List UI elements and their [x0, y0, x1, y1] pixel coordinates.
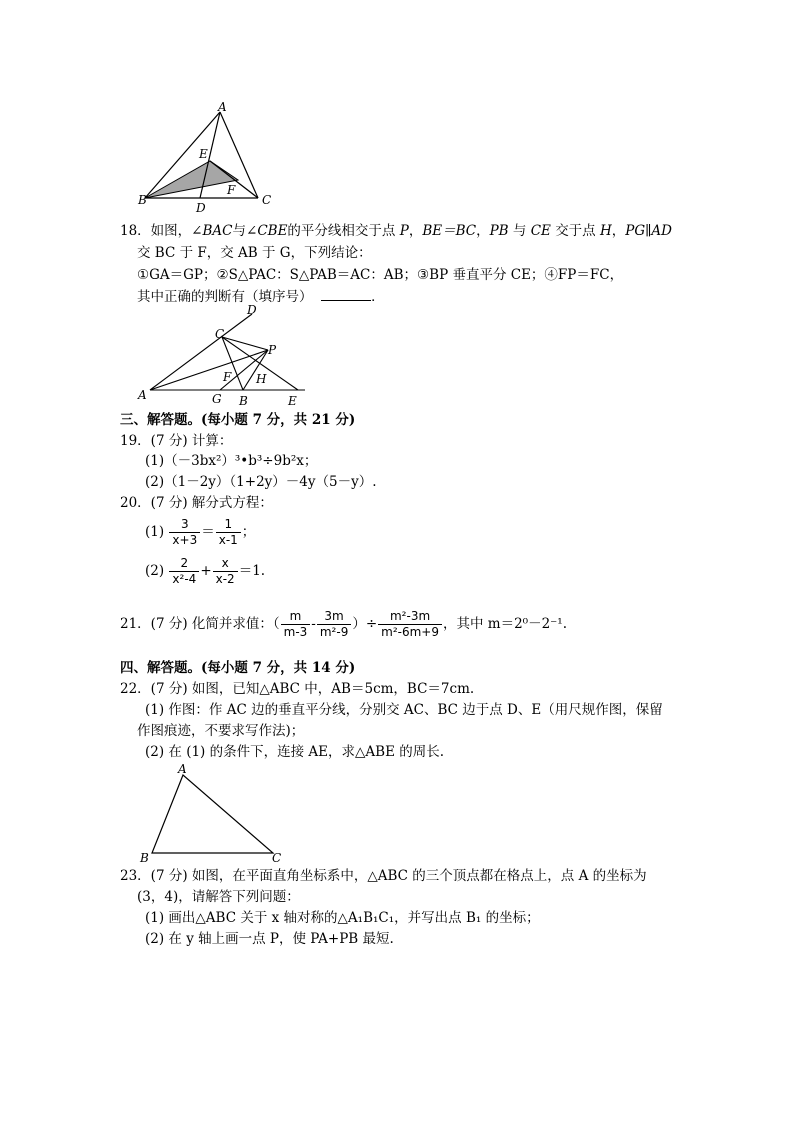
q19-part1: (1)（－3bx²）³•b³÷9b²x；: [145, 453, 318, 469]
q20-part2: (2) $\frac{2}{\text{x²-4}}$ + $\frac{x}{x-2}$ ＝1.: [145, 556, 266, 586]
q22-line4: (2) 在 (1) 的条件下，连接 AE，求△ABE 的周长.: [145, 744, 445, 760]
label-C: C: [215, 327, 225, 341]
q22-line3: 作图痕迹，不要求写作法)；: [137, 723, 305, 739]
segment-ap: [150, 350, 268, 390]
label-P: P: [268, 343, 277, 357]
fraction: $\frac{2}{\text{x²-4}}$: [169, 556, 199, 587]
q23-line1: 23．(7 分) 如图，在平面直角坐标系中，△ABC 的三个顶点都在格点上，点 A 的坐标为: [120, 868, 647, 884]
shaded-triangle: [145, 161, 238, 198]
label-B: B: [138, 193, 147, 207]
q18-line2: 交 BC 于 F，交 AB 于 G，下列结论：: [137, 245, 372, 261]
figure-q22: [140, 765, 290, 860]
q22-line1: 22．(7 分) 如图，已知△ABC 中，AB＝5cm，BC＝7cm.: [120, 681, 475, 697]
label-F: F: [227, 183, 236, 197]
label-H: H: [256, 372, 267, 386]
q23-line3: (1) 画出△ABC 关于 x 轴对称的△A₁B₁C₁，并写出点 B₁ 的坐标；: [145, 910, 540, 926]
label-C: C: [262, 193, 272, 207]
q19-heading: 19．(7 分) 计算：: [120, 433, 233, 449]
q18-line3: ①GA＝GP；②S△PAC：S△PAB＝AC：AB；③BP 垂直平分 CE；④FP＝FC，: [137, 267, 624, 283]
label-E: E: [199, 147, 208, 161]
label-D: D: [247, 303, 257, 317]
ray-ad: [150, 314, 252, 390]
triangle-abc: [152, 775, 273, 853]
label-A: A: [178, 762, 187, 776]
label-D: D: [196, 201, 206, 215]
label-A: A: [138, 388, 147, 402]
q20-part1: (1) $\frac{3}{x+3}$ ＝ $\frac{1}{x-1}$ ；: [145, 517, 256, 547]
section-3-heading: 三、解答题。(每小题 7 分，共 21 分): [120, 412, 356, 428]
fraction: $\frac{\text{m²-3m}}{\text{m²-6m+9}}$: [378, 609, 442, 640]
segment-cp: [222, 337, 268, 350]
q18-line4: 其中正确的判断有（填序号） ．: [137, 289, 385, 305]
q20-heading: 20．(7 分) 解分式方程：: [120, 495, 273, 511]
label-G: G: [212, 392, 222, 406]
label-A: A: [218, 100, 227, 114]
q23-line4: (2) 在 y 轴上画一点 P，使 PA+PB 最短.: [145, 931, 394, 947]
label-E: E: [288, 394, 297, 408]
fraction: $\frac{3}{x+3}$: [169, 517, 200, 548]
label-F: F: [223, 370, 232, 384]
q21-line: 21．(7 分) 化简并求值：（ $\frac{m}{m-3}$ - $\frac{3m}{\text{m²-9}}$ ）÷ $\frac{\text{m²-3m}}{\text{m²-6m+9}}$ ，其中 m＝2⁰－2⁻¹.: [120, 609, 567, 639]
q19-part2: (2)（1－2y）（1+2y）－4y（5－y）.: [145, 474, 377, 490]
q22-line2: (1) 作图：作 AC 边的垂直平分线，分别交 AC、BC 边于点 D、E（用尺规作图，保留: [145, 702, 663, 718]
answer-blank[interactable]: [321, 288, 371, 301]
fraction: $\frac{m}{m-3}$: [281, 609, 311, 640]
section-4-heading: 四、解答题。(每小题 7 分，共 14 分): [120, 660, 356, 676]
label-B: B: [239, 394, 248, 408]
q23-line2: (3，4)，请解答下列问题：: [137, 889, 300, 905]
side-ac: [220, 112, 258, 198]
fraction: $\frac{x}{x-2}$: [213, 556, 238, 587]
fraction: $\frac{1}{x-1}$: [216, 517, 241, 548]
label-C: C: [272, 851, 282, 865]
label-B: B: [140, 851, 149, 865]
q18-line1: 18．如图，∠BAC与∠CBE的平分线相交于点 P，BE＝BC，PB 与 CE 交于点 H，PG∥AD: [120, 223, 672, 239]
fraction: $\frac{3m}{\text{m²-9}}$: [317, 609, 351, 640]
